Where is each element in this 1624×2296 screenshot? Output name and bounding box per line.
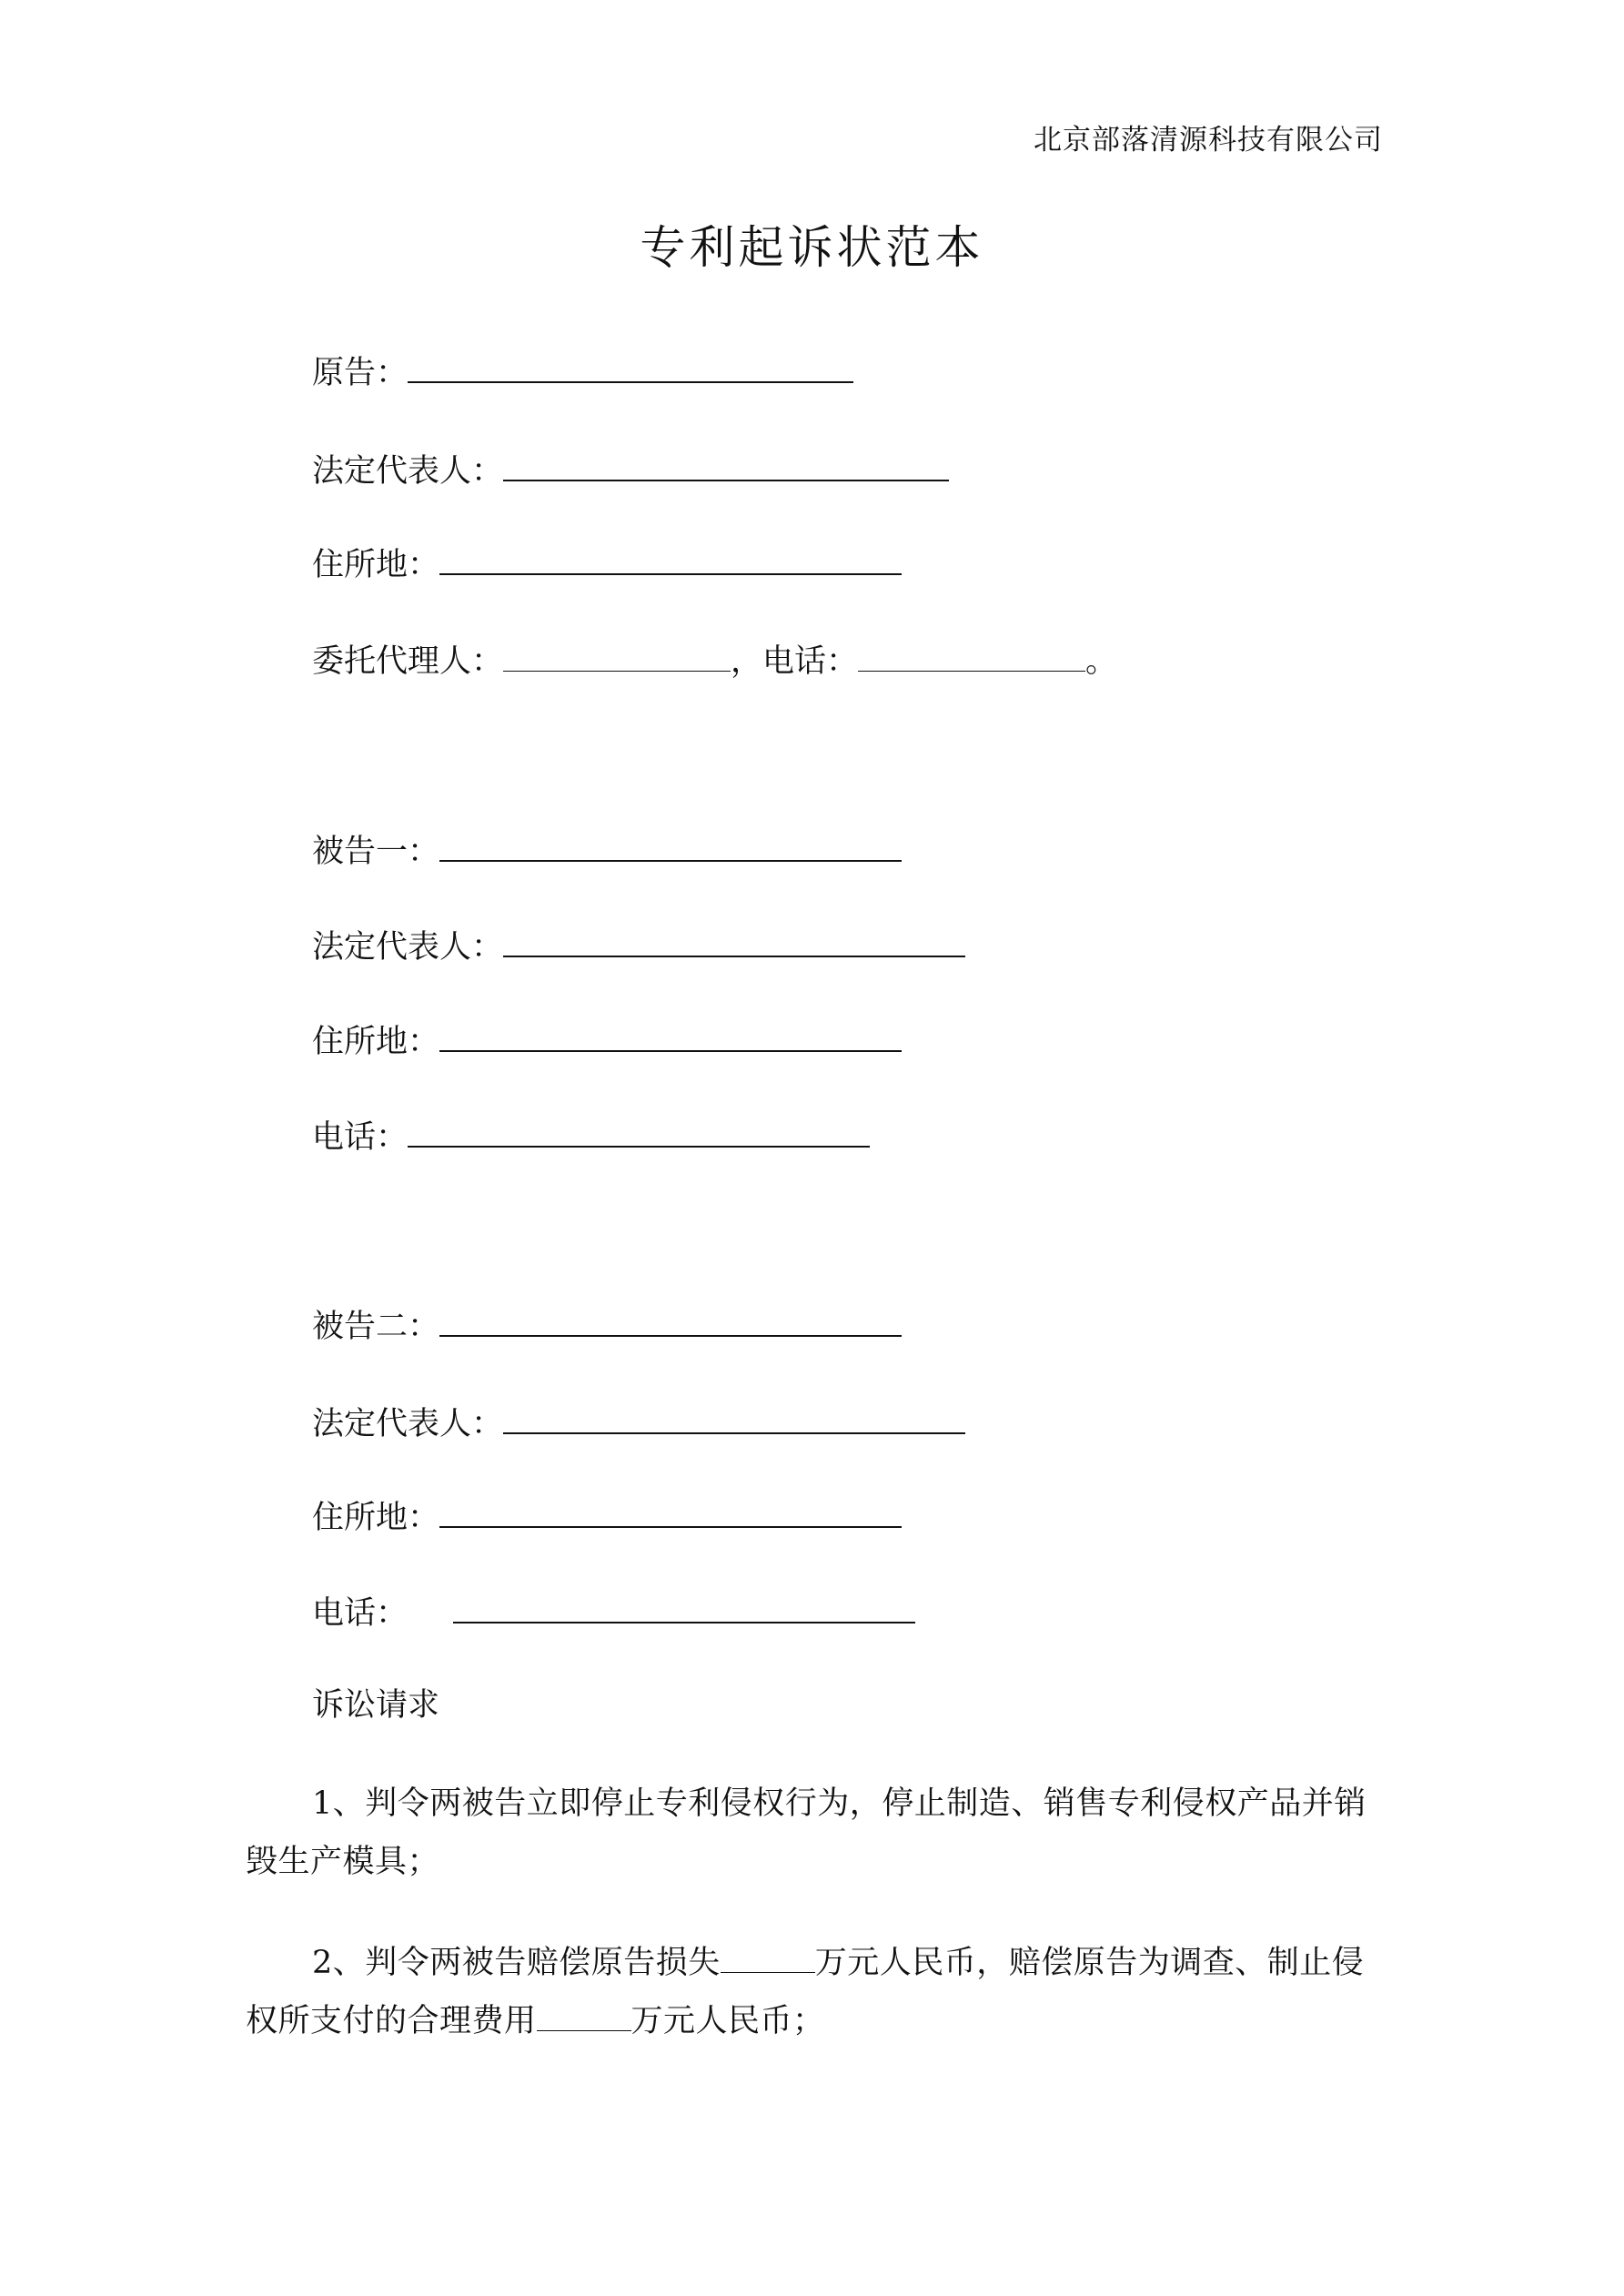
defendant2-name-label: 被告二：: [312, 1309, 440, 1345]
claim-item-2-blank-2: [537, 1999, 631, 2031]
plaintiff-name-label: 原告：: [312, 355, 409, 391]
defendant1-rep-label: 法定代表人：: [312, 929, 504, 966]
defendant1-rep-row: [312, 925, 965, 967]
plaintiff-name-row: [312, 350, 853, 393]
plaintiff-agent-end: 。: [1085, 643, 1118, 680]
defendant2-phone-blank: [453, 1591, 915, 1623]
defendant1-phone-blank: [408, 1115, 870, 1148]
defendant1-name-row: [312, 829, 902, 872]
plaintiff-address-blank: [439, 542, 902, 575]
plaintiff-name-blank: [408, 350, 853, 383]
defendant1-rep-blank: [503, 925, 965, 957]
plaintiff-agent-blank: [503, 640, 731, 672]
defendant1-address-blank: [439, 1019, 902, 1052]
plaintiff-agent-label: 委托代理人：: [312, 643, 504, 680]
defendant2-rep-label: 法定代表人：: [312, 1406, 504, 1442]
plaintiff-rep-row: [312, 449, 949, 491]
claim-item-2-part-c: 万元人民币；: [630, 2003, 825, 2039]
claim-item-2-blank-1: [721, 1941, 815, 1973]
company-header: 北京部落清源科技有限公司: [1034, 124, 1383, 157]
defendant2-phone-label: 电话：: [312, 1595, 409, 1632]
claim-item-2: [246, 1934, 1383, 2050]
defendant1-name-label: 被告一：: [312, 834, 440, 870]
defendant2-address-blank: [439, 1495, 902, 1528]
defendant2-name-blank: [439, 1304, 902, 1337]
claims-heading: 诉讼请求: [312, 1687, 440, 1724]
plaintiff-agent-phone-label: ，电话：: [731, 643, 859, 680]
defendant2-rep-row: [312, 1401, 965, 1444]
defendant2-address-row: [312, 1495, 902, 1538]
defendant2-rep-blank: [503, 1401, 965, 1434]
claim-item-1: 1、判令两被告立即停止专利侵权行为，停止制造、销售专利侵权产品并销毁生产模具；: [246, 1785, 1367, 1880]
plaintiff-agent-row: [312, 640, 1117, 682]
defendant1-phone-row: [312, 1115, 870, 1158]
claim-item-2-part-b: 万元人民币，赔偿原告为调查、制止侵权所支付的合理费用: [246, 1945, 1365, 2039]
defendant1-phone-label: 电话：: [312, 1119, 409, 1156]
plaintiff-address-row: [312, 542, 902, 585]
document-title: 专利起诉状范本: [640, 221, 984, 274]
claim-item-2-part-a: 2、判令两被告赔偿原告损失: [312, 1945, 721, 1981]
defendant1-address-label: 住所地：: [312, 1024, 440, 1060]
defendant1-address-row: [312, 1019, 902, 1062]
defendant2-name-row: [312, 1304, 902, 1347]
defendant1-name-blank: [439, 829, 902, 862]
plaintiff-rep-blank: [503, 449, 949, 481]
plaintiff-agent-phone-blank: [858, 640, 1085, 672]
plaintiff-address-label: 住所地：: [312, 547, 440, 583]
defendant2-phone-row: [312, 1591, 915, 1633]
plaintiff-rep-label: 法定代表人：: [312, 453, 504, 490]
defendant2-address-label: 住所地：: [312, 1500, 440, 1536]
